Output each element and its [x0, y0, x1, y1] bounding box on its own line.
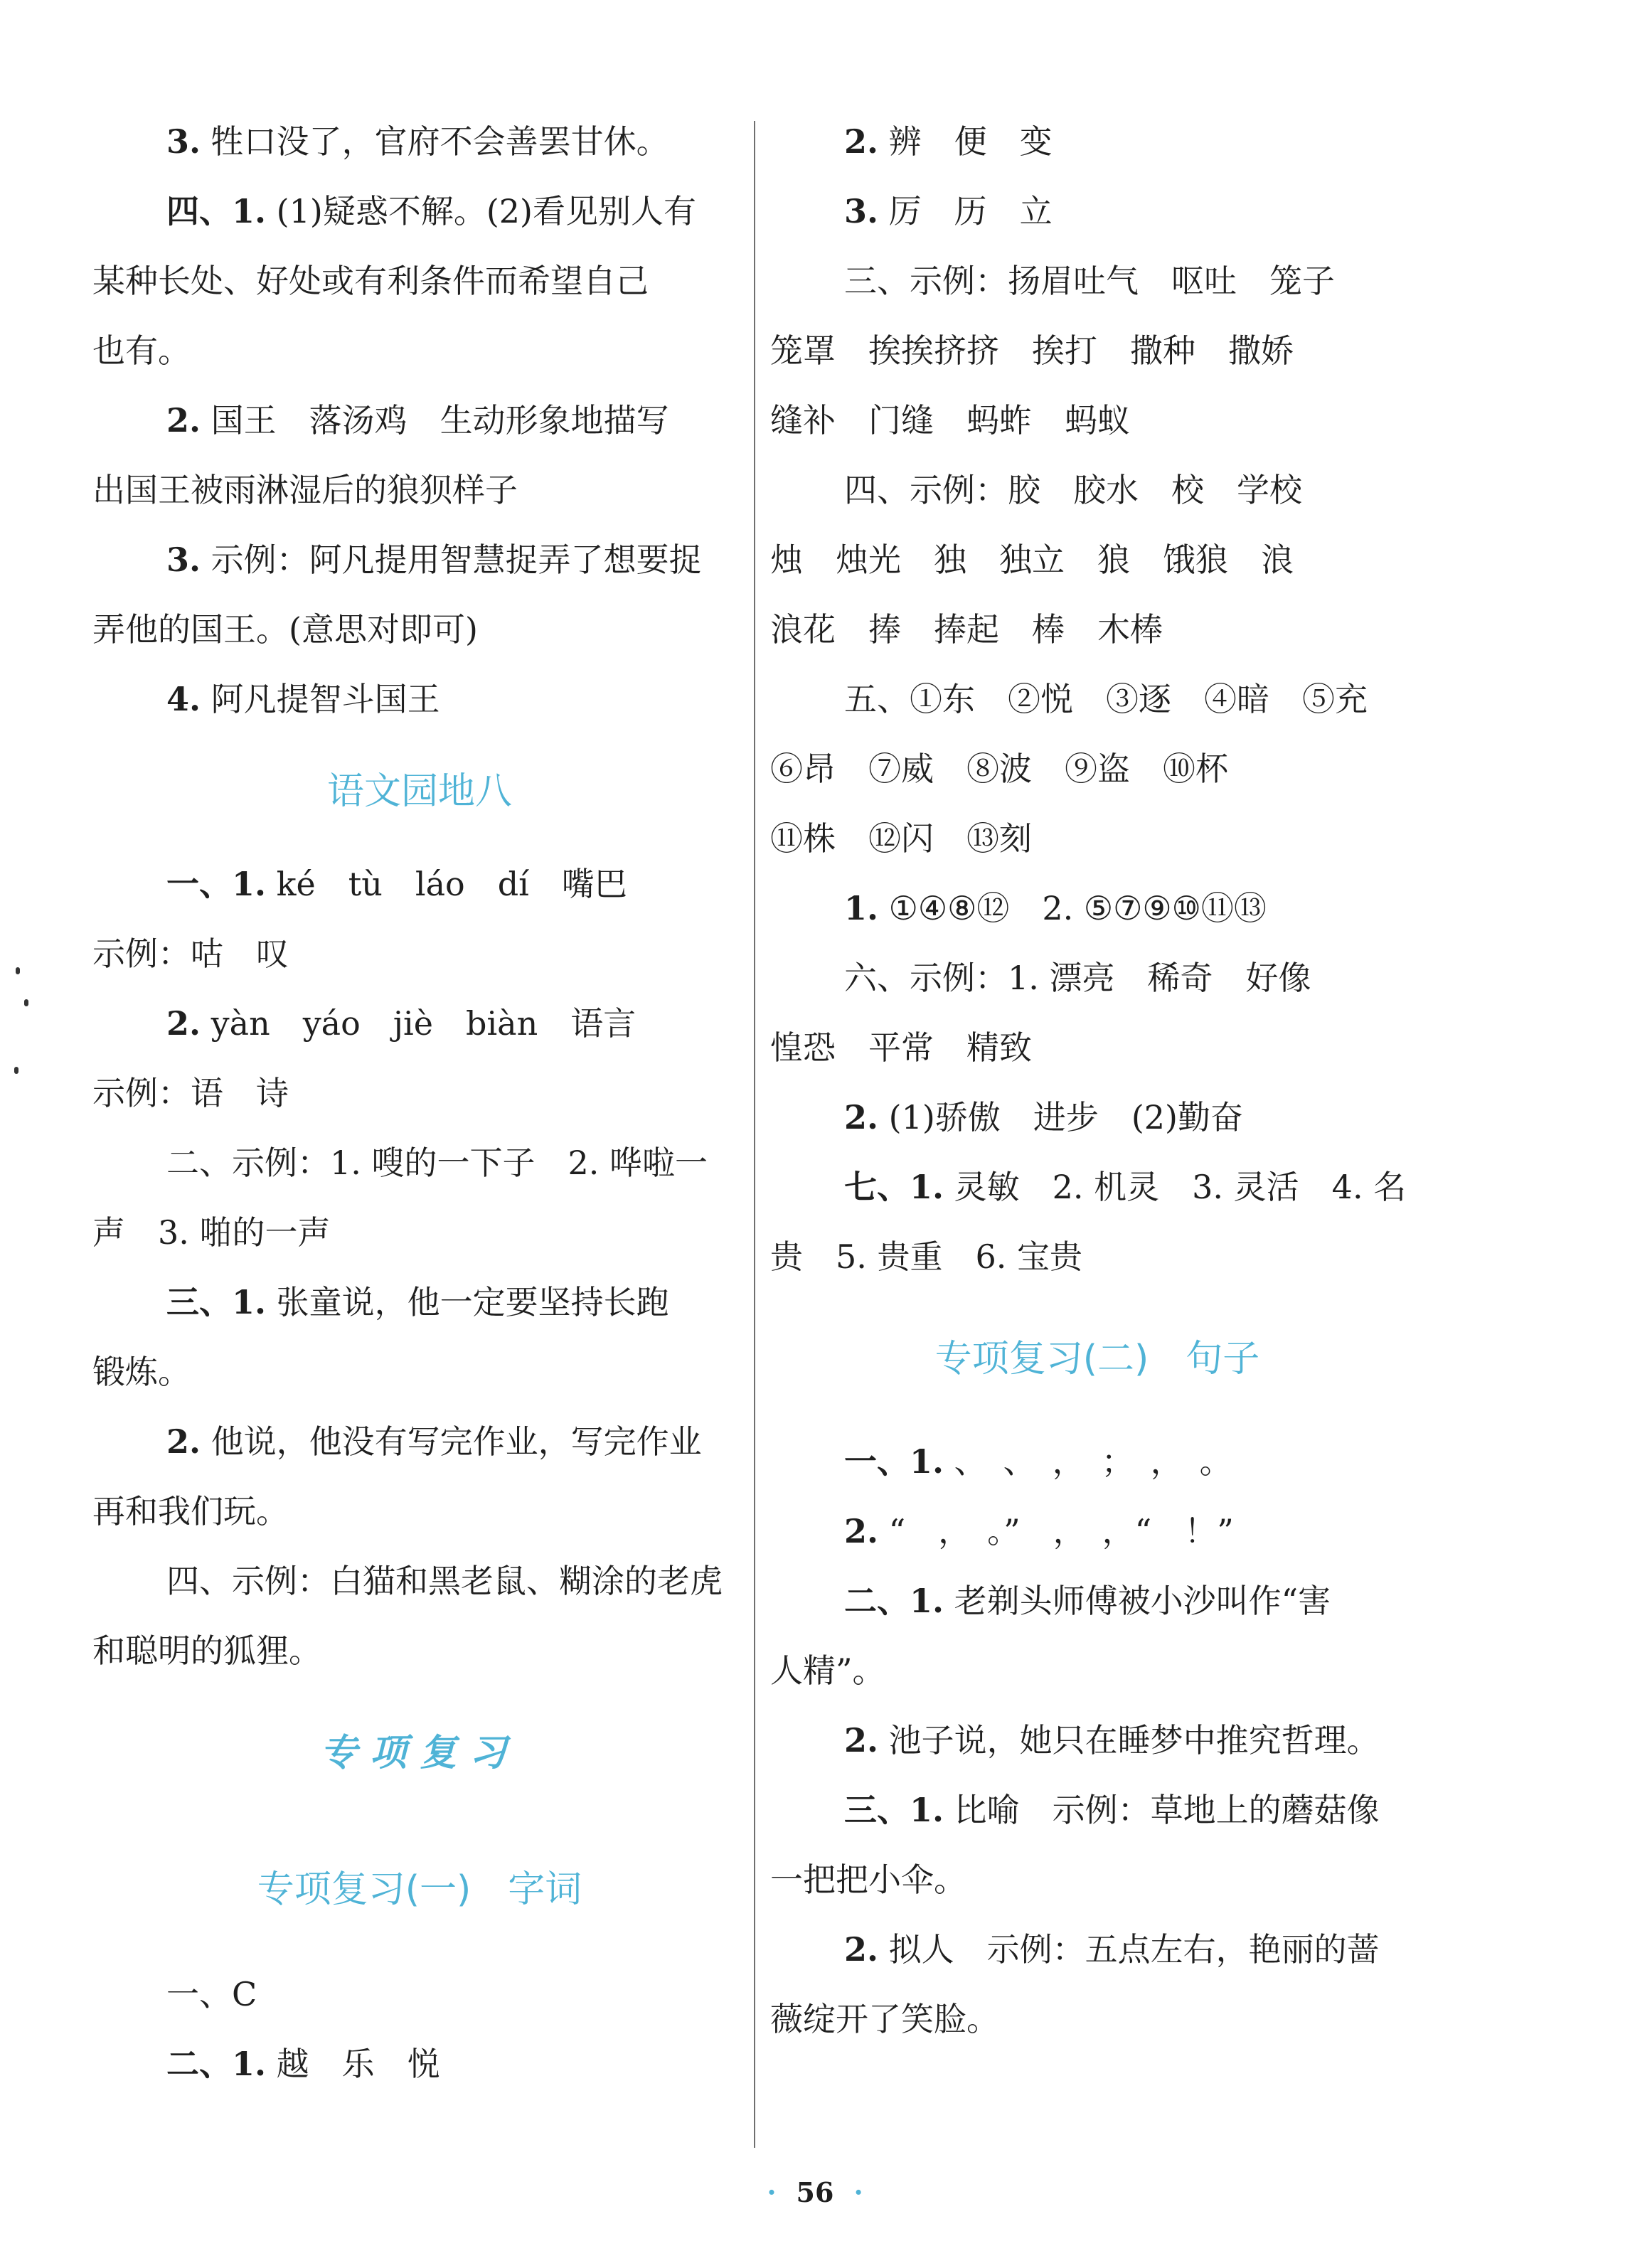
answer-line: 2. 国王 落汤鸡 生动形象地描写 [166, 401, 669, 440]
section-number: 一、 [166, 865, 232, 903]
answer-line: 浪花 捧 捧起 棒 木棒 [770, 610, 1163, 649]
item-number: 2. [166, 1004, 201, 1043]
page-number-text: 56 [796, 2176, 834, 2208]
answer-line: ⑪株 ⑫闪 ⑬刻 [770, 819, 1032, 858]
answer-line: 2. (1)骄傲 进步 (2)勤奋 [844, 1098, 1243, 1136]
item-number: 2. [844, 1721, 879, 1759]
answer-line: 1. ①④⑧⑫ 2. ⑤⑦⑨⑩⑪⑬ [844, 889, 1267, 927]
item-number: 1. [844, 889, 879, 927]
answer-line: 二、1. 老剃头师傅被小沙叫作“害 [844, 1582, 1331, 1620]
answer-line: 四、1. (1)疑惑不解。(2)看见别人有 [166, 192, 696, 230]
item-number: 1. [232, 865, 267, 903]
answer-line: 2. “ ， 。” ， ，“ ！” [844, 1512, 1234, 1550]
answer-line: 七、1. 灵敏 2. 机灵 3. 灵活 4. 名 [844, 1168, 1407, 1206]
answer-line: 2. 他说，他没有写完作业，写完作业 [166, 1422, 702, 1461]
item-number: 1. [232, 2045, 267, 2083]
answer-line: 一把把小伞。 [770, 1860, 966, 1899]
section-number: 二、 [844, 1582, 910, 1620]
answer-line: 2. 拟人 示例：五点左右，艳丽的蔷 [844, 1930, 1380, 1969]
answer-line: 六、示例：1. 漂亮 稀奇 好像 [844, 959, 1311, 997]
answer-line: 薇绽开了笑脸。 [770, 2000, 999, 2038]
item-number: 3. [844, 192, 879, 230]
answer-line: 出国王被雨淋湿后的狼狈样子 [92, 471, 518, 509]
answer-line: 人精”。 [770, 1651, 885, 1690]
item-number: 4. [166, 680, 201, 718]
answer-line: 示例：语 诗 [92, 1074, 289, 1112]
scan-mark [14, 1067, 18, 1074]
page-number-dot: · [767, 2176, 777, 2208]
answer-line: 2. yàn yáo jiè biàn 语言 [166, 1004, 636, 1043]
answer-line: 再和我们玩。 [92, 1492, 289, 1530]
item-number: 1. [910, 1791, 944, 1829]
item-number: 1. [910, 1582, 944, 1620]
answer-line: 某种长处、好处或有利条件而希望自己 [92, 262, 649, 300]
item-number: 2. [844, 122, 879, 161]
answer-line: 五、①东 ②悦 ③逐 ④暗 ⑤充 [844, 680, 1368, 718]
section-heading: 专项复习(二) 句子 [934, 1338, 1260, 1380]
item-number: 2. [844, 1098, 879, 1136]
item-number: 2. [844, 1930, 879, 1969]
answer-line: 烛 烛光 独 独立 狼 饿狼 浪 [770, 541, 1294, 579]
section-heading: 专项复习(一) 字词 [257, 1868, 582, 1911]
item-number: 2. [166, 401, 201, 440]
answer-line: 弄他的国王。(意思对即可) [92, 610, 478, 649]
answer-line: 笼罩 挨挨挤挤 挨打 撒种 撒娇 [770, 331, 1294, 370]
answer-line: 一、1. 、 、 ， ； ， 。 [844, 1442, 1232, 1481]
section-number: 二、 [166, 2045, 232, 2083]
answer-line: 2. 池子说，她只在睡梦中推究哲理。 [844, 1721, 1380, 1759]
answer-line: 四、示例：胶 胶水 校 学校 [844, 471, 1302, 509]
answer-line: 3. 厉 历 立 [844, 192, 1053, 230]
answer-line: 和聪明的狐狸。 [92, 1631, 321, 1670]
answer-line: 二、示例：1. 嗖的一下子 2. 哗啦一 [166, 1144, 708, 1182]
answer-line: 贵 5. 贵重 6. 宝贵 [770, 1237, 1083, 1276]
section-heading: 专项复习 [319, 1732, 519, 1774]
section-heading: 语文园地八 [326, 770, 512, 813]
answer-line: 3. 示例：阿凡提用智慧捉弄了想要捉 [166, 541, 702, 579]
scan-mark [16, 967, 20, 974]
item-number: 1. [232, 192, 267, 230]
section-number: 三、 [166, 1283, 232, 1321]
page-number-dot: · [853, 2176, 863, 2208]
answer-line: 三、1. 张童说，他一定要坚持长跑 [166, 1283, 669, 1321]
answer-line: 三、1. 比喻 示例：草地上的蘑菇像 [844, 1791, 1380, 1829]
left-column [92, 107, 747, 2099]
answer-line: 一、C [166, 1975, 257, 2013]
item-number: 2. [166, 1422, 201, 1461]
item-number: 2. [844, 1512, 879, 1550]
answer-line: 四、示例：白猫和黑老鼠、糊涂的老虎 [166, 1562, 723, 1600]
section-number: 四、 [166, 192, 232, 230]
item-number: 1. [232, 1283, 267, 1321]
answer-line: 也有。 [92, 331, 191, 370]
item-number: 1. [910, 1168, 944, 1206]
answer-line: 声 3. 啪的一声 [92, 1213, 331, 1252]
answer-line: 缝补 门缝 蚂蚱 蚂蚁 [770, 401, 1130, 440]
answer-line: 三、示例：扬眉吐气 呕吐 笼子 [844, 262, 1335, 300]
answer-line: 惶恐 平常 精致 [770, 1028, 1032, 1067]
answer-line: 二、1. 越 乐 悦 [166, 2045, 440, 2083]
section-number: 一、 [844, 1442, 910, 1481]
answer-line: 3. 牲口没了，官府不会善罢甘休。 [166, 122, 669, 161]
item-number: 1. [910, 1442, 944, 1481]
item-number: 3. [166, 541, 201, 579]
item-number: 3. [166, 122, 201, 161]
answer-line: 示例：咕 叹 [92, 935, 289, 973]
answer-line: 4. 阿凡提智斗国王 [166, 680, 440, 718]
answer-line: ⑥昂 ⑦威 ⑧波 ⑨盗 ⑩杯 [770, 750, 1228, 788]
section-number: 七、 [844, 1168, 910, 1206]
column-divider [754, 121, 755, 2148]
section-number: 三、 [844, 1791, 910, 1829]
page-number [0, 2176, 1630, 2208]
right-column [770, 107, 1424, 2054]
answer-line: 一、1. ké tù láo dí 嘴巴 [166, 865, 627, 903]
scan-mark [24, 999, 28, 1006]
answer-line: 锻炼。 [92, 1353, 191, 1391]
answer-line: 2. 辨 便 变 [844, 122, 1053, 161]
